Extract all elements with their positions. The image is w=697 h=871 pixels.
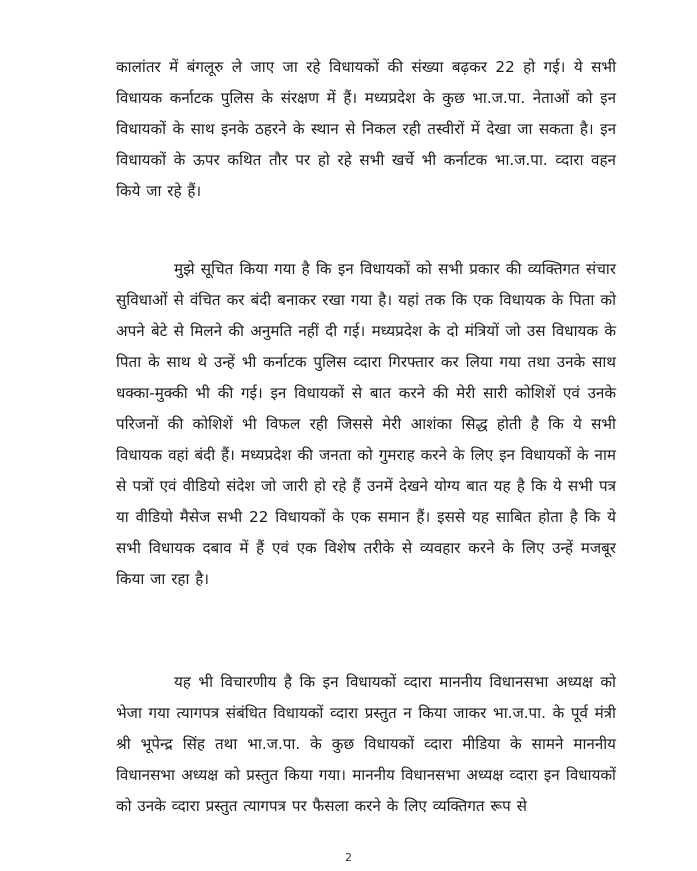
page-number: 2 bbox=[345, 851, 352, 864]
paragraph-1: कालांतर में बंगलूरु ले जाए जा रहे विधायकों की संख्या बढ़कर 22 हो गई। ये सभी विधायक कर्नाटक पुलिस के संरक्षण में हैं। मध्यप्रदेश के कुछ भा.ज.पा. नेताओं को इन विधायकों के साथ इनके ठहरने के स्थान से निकल रही तस्वीरों में देखा जा सकता है। इन विधायकों के ऊपर कथित तौर पर हो रहे सभी खर्चे भी कर्नाटक भा.ज.पा. व्दारा वहन किये जा रहे हैं। bbox=[116, 58, 616, 200]
paragraph-3: यह भी विचारणीय है कि इन विधायकों व्दारा माननीय विधानसभा अध्यक्ष को भेजा गया त्यागपत्र संबंधित विधायकों व्दारा प्रस्तुत न किया जाकर भा.ज.पा. के पूर्व मंत्री श्री भूपेन्द्र सिंह तथा भा.ज.पा. के कुछ विधायकों व्दारा मीडिया के सामने माननीय विधानसभा अध्यक्ष को प्रस्तुत किया गया। माननीय विधानसभा अध्यक्ष व्दारा इन विधायकों को उनके व्दारा प्रस्तुत त्यागपत्र पर फैसला करने के लिए व्यक्तिगत रूप से bbox=[116, 673, 616, 815]
paragraph-2: मुझे सूचित किया गया है कि इन विधायकों को सभी प्रकार की व्यक्तिगत संचार सुविधाओं से वंचित कर बंदी बनाकर रखा गया है। यहां तक कि एक विधायक के पिता को अपने बेटे से मिलने की अनुमति नहीं दी गई। मध्यप्रदेश के दो मंत्रियों जो उस विधायक के पिता के साथ थे उन्हें भी कर्नाटक पुलिस व्दारा गिरफ्तार कर लिया गया तथा उनके साथ धक्का-मुक्की भी की गई। इन विधायकों से बात करने की मेरी सारी कोशिशें एवं उनके परिजनों की कोशिशें भी विफल रही जिससे मेरी आशंका सिद्ध होती है कि ये सभी विधायक वहां बंदी हैं। मध्यप्रदेश की जनता को गुमराह करने के लिए इन विधायकों के नाम से पत्रों एवं वीडियो संदेश जो जारी हो रहे हैं उनमें देखने योग्य बात यह है कि ये सभी पत्र या वीडियो मैसेज सभी 22 विधायकों के एक समान हैं। इससे यह साबित होता है कि ये सभी विधायक दबाव में हैं एवं एक विशेष तरीके से व्यवहार करने के लिए उन्हें मजबूर किया जा रहा है। bbox=[116, 260, 616, 588]
